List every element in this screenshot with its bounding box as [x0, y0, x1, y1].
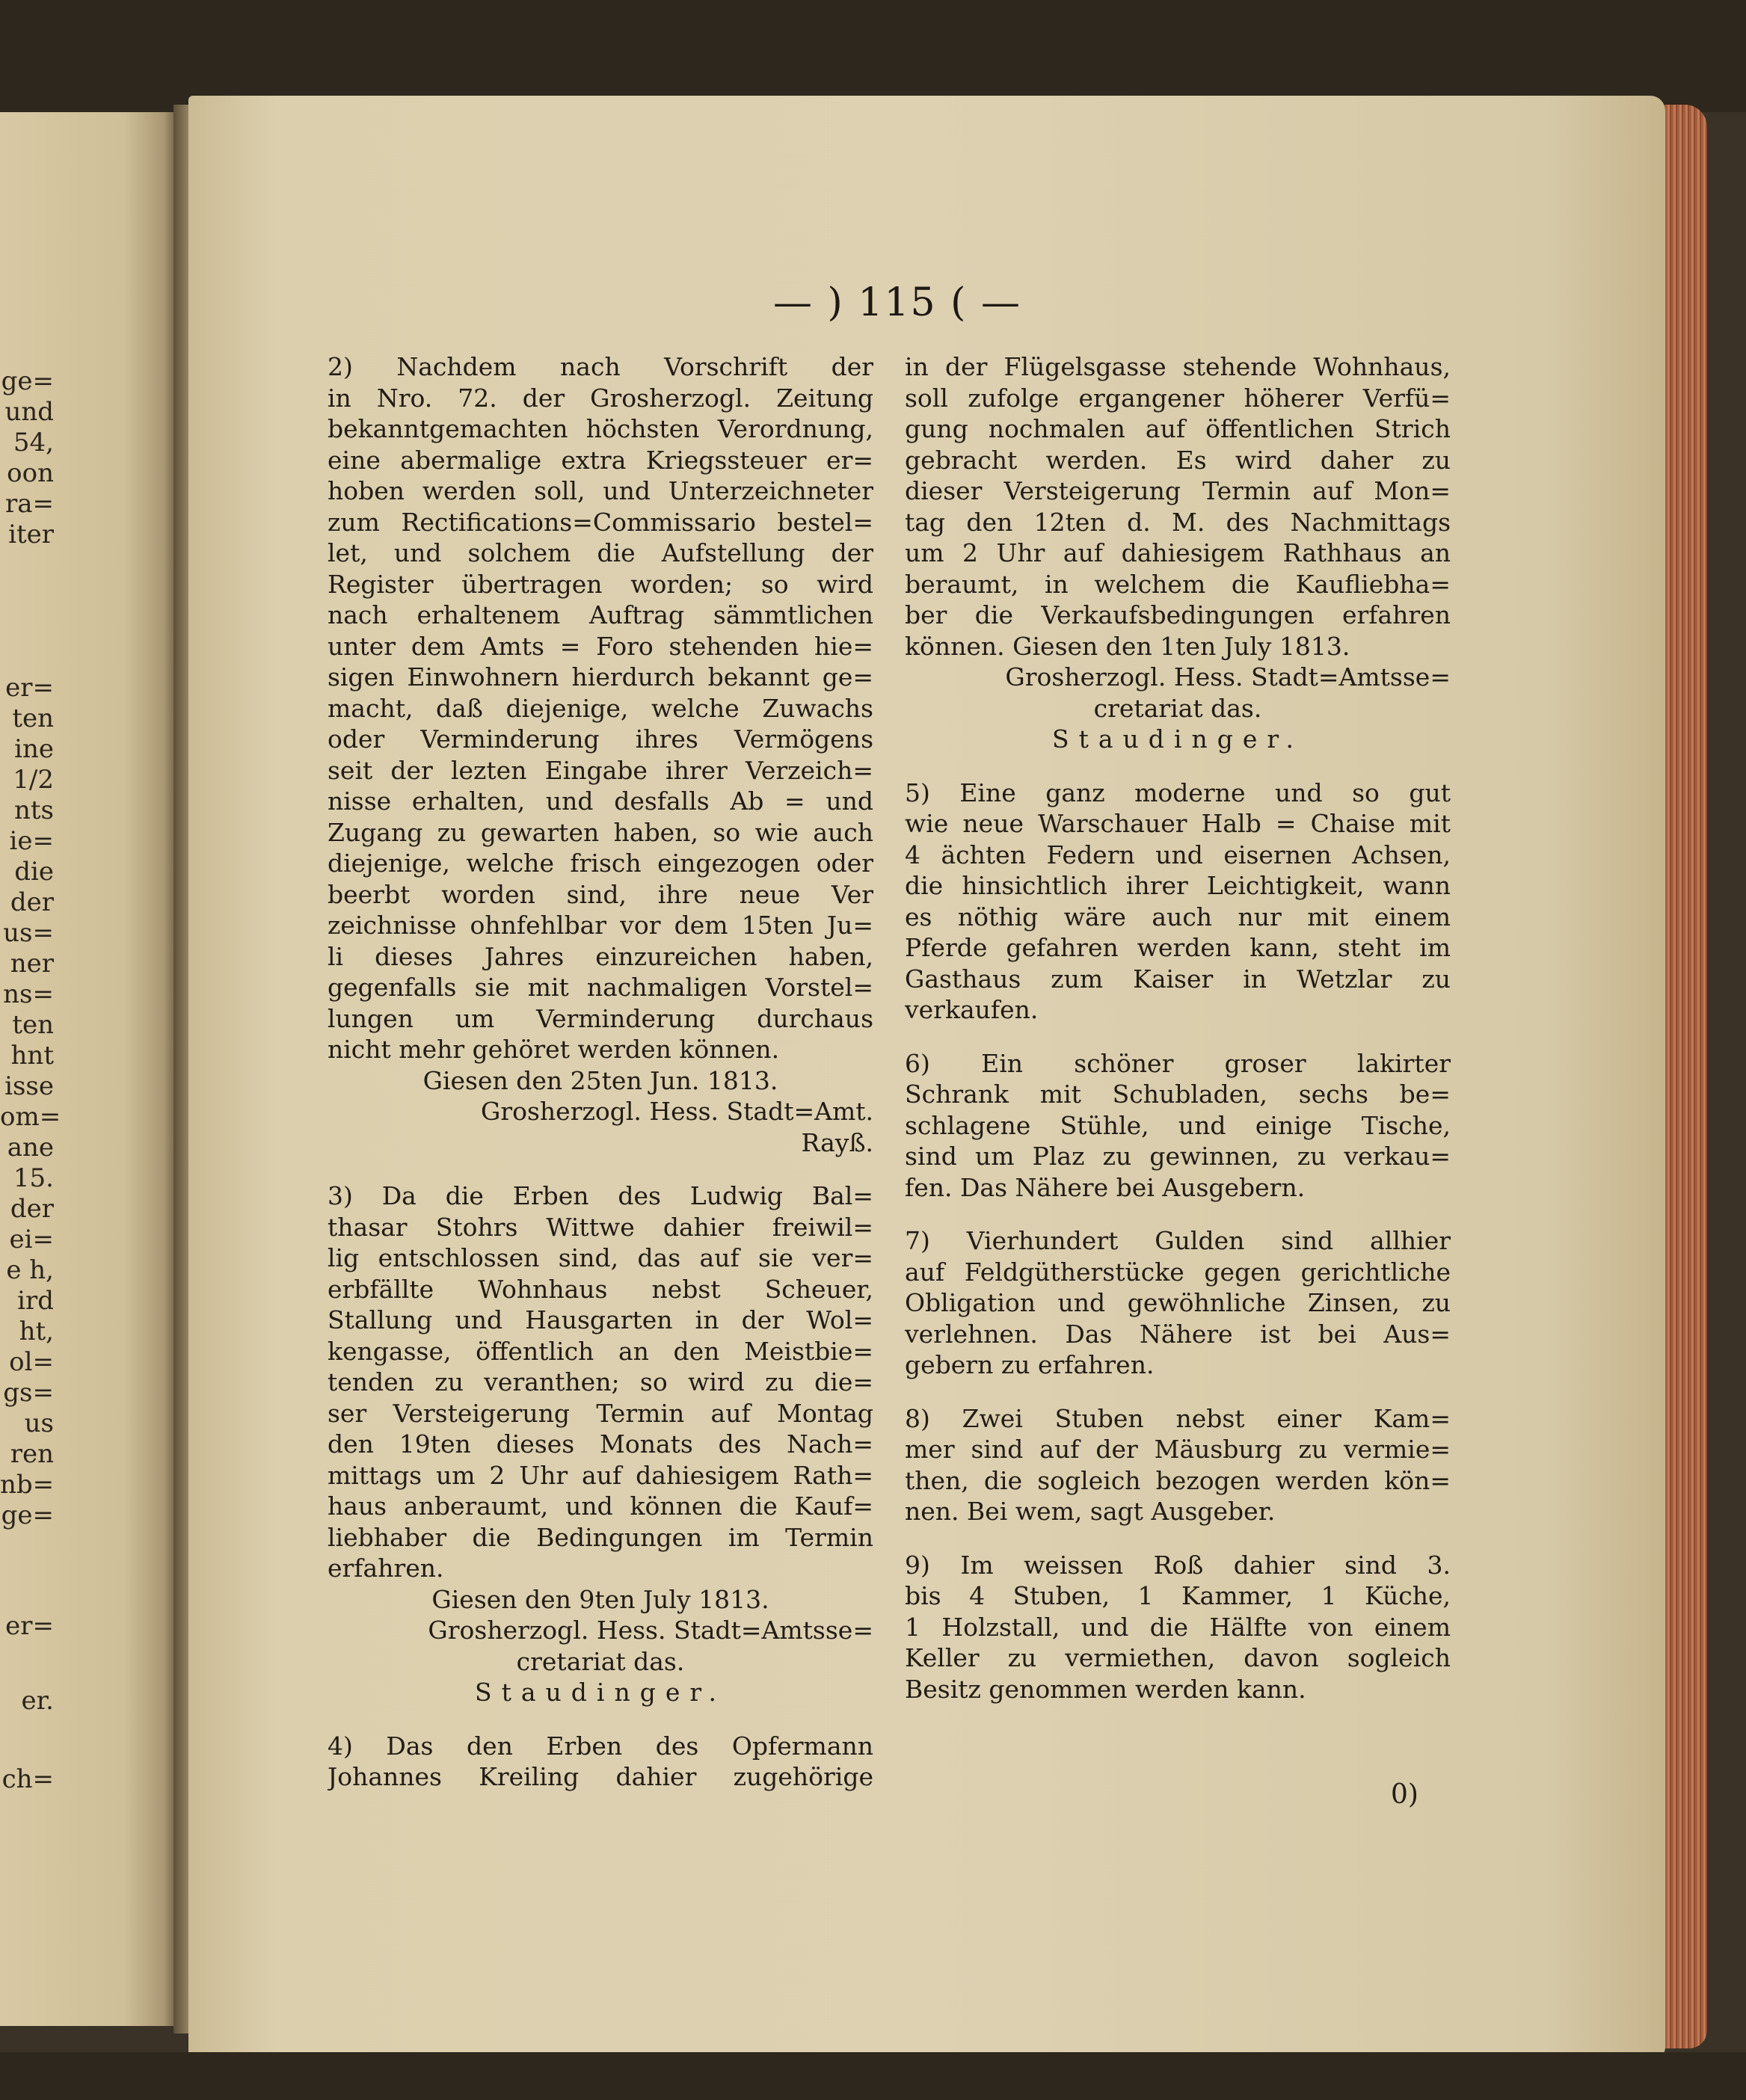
text-line: Zugang zu gewarten haben, so wie auch	[328, 817, 873, 847]
text-line: Johannes Kreiling dahier zugehörige	[328, 1762, 873, 1791]
text-line: 1 Holzstall, und die Hälfte von einem	[905, 1612, 1451, 1642]
left-page-fragment: der	[10, 887, 54, 917]
text-line: cretariat das.	[1093, 693, 1262, 723]
text-line: dieser Versteigerung Termin auf Mon=	[905, 476, 1451, 505]
paragraph-gap	[328, 1158, 873, 1180]
text-line: 9) Im weissen Roß dahier sind 3.	[905, 1550, 1451, 1580]
text-line: kengasse, öffentlich an den Meistbie=	[328, 1336, 873, 1366]
text-line: wie neue Warschauer Halb = Chaise mit	[905, 809, 1451, 838]
text-line: then, die sogleich bezogen werden kön=	[905, 1465, 1451, 1495]
left-column	[328, 351, 873, 1793]
text-line: lungen um Verminderung durchaus	[328, 1003, 873, 1033]
text-line: Giesen den 9ten July 1813.	[431, 1584, 769, 1614]
left-page-fragment: isse	[4, 1071, 54, 1101]
text-line: Rayß.	[801, 1127, 873, 1157]
page-number: — ) 115 ( —	[773, 280, 1021, 325]
text-line: Staudinger.	[474, 1678, 727, 1707]
text-line: um 2 Uhr auf dahiesigem Rathhaus an	[905, 538, 1451, 567]
left-page-fragment: ane	[7, 1133, 54, 1163]
left-page-fragment: ird	[17, 1286, 54, 1316]
background-bottom	[0, 2052, 1746, 2100]
left-page-fragment: iter	[8, 520, 54, 549]
text-line: erbfällte Wohnhaus nebst Scheuer,	[328, 1274, 873, 1304]
text-line: erfahren.	[328, 1554, 444, 1583]
paragraph-gap	[905, 755, 1451, 778]
left-page-fragment: ch=	[1, 1764, 54, 1794]
text-line: 5) Eine ganz moderne und so gut	[905, 778, 1451, 807]
text-line: die hinsichtlich ihrer Leichtigkeit, wann	[905, 871, 1451, 900]
text-line: Staudinger.	[1051, 724, 1304, 754]
text-line: in Nro. 72. der Grosherzogl. Zeitung	[328, 383, 873, 413]
catchword: 0)	[1391, 1779, 1418, 1810]
text-line: ser Versteigerung Termin auf Montag	[328, 1398, 873, 1428]
left-page-fragment: 15.	[13, 1163, 54, 1193]
text-line: 4) Das den Erben des Opfermann	[328, 1731, 873, 1761]
text-line: hoben werden soll, und Unterzeichneter	[328, 476, 873, 505]
text-line: diejenige, welche frisch eingezogen oder	[328, 849, 873, 878]
text-line: unter dem Amts = Foro stehenden hie=	[328, 631, 873, 661]
left-page-fragment: ns=	[3, 979, 54, 1009]
left-page-fragment: ol=	[9, 1347, 54, 1377]
left-page-fragment: ge=	[1, 366, 54, 396]
paragraph-gap	[328, 1708, 873, 1731]
text-line: thasar Stohrs Wittwe dahier freiwil=	[328, 1212, 873, 1242]
left-page-fragment: ten	[12, 1010, 54, 1040]
text-line: seit der lezten Eingabe ihrer Verzeich=	[328, 755, 873, 785]
text-line: verkaufen.	[905, 995, 1039, 1024]
text-line: verlehnen. Das Nähere ist bei Aus=	[905, 1319, 1451, 1349]
left-page-fragment: 1/2	[13, 765, 54, 795]
text-line: lig entschlossen sind, das auf sie ver=	[328, 1243, 873, 1272]
left-page-fragment: ner	[10, 949, 54, 979]
text-line: beerbt worden sind, ihre neue Ver	[328, 879, 873, 909]
text-line: sigen Einwohnern hierdurch bekannt ge=	[328, 662, 873, 692]
text-line: Gasthaus zum Kaiser in Wetzlar zu	[905, 964, 1451, 994]
text-line: Grosherzogl. Hess. Stadt=Amtsse=	[428, 1616, 873, 1645]
text-line: mittags um 2 Uhr auf dahiesigem Rath=	[328, 1460, 873, 1490]
text-line: liebhaber die Bedingungen im Termin	[328, 1522, 873, 1552]
text-line: Grosherzogl. Hess. Stadt=Amt.	[480, 1097, 873, 1126]
text-line: macht, daß diejenige, welche Zuwachs	[328, 693, 873, 723]
paragraph-gap	[905, 1026, 1451, 1048]
text-line: gung nochmalen auf öffentlichen Strich	[905, 414, 1451, 443]
left-page-fragment: die	[14, 857, 54, 887]
text-line: Stallung und Hausgarten in der Wol=	[328, 1305, 873, 1334]
right-column	[905, 351, 1451, 1705]
text-line: 6) Ein schöner groser lakirter	[905, 1048, 1451, 1078]
text-line: es nöthig wäre auch nur mit einem	[905, 902, 1451, 932]
text-line: tag den 12ten d. M. des Nachmittags	[905, 507, 1451, 537]
left-page-fragment: ge=	[1, 1500, 54, 1530]
text-line: nach erhaltenem Auftrag sämmtlichen	[328, 600, 873, 629]
left-page-fragment: 54,	[13, 428, 54, 458]
paragraph-gap	[905, 1203, 1451, 1225]
text-line: tenden zu veranthen; so wird zu die=	[328, 1367, 873, 1397]
text-line: bekanntgemachten höchsten Verordnung,	[328, 414, 873, 443]
text-line: 7) Vierhundert Gulden sind allhier	[905, 1226, 1451, 1255]
text-line: den 19ten dieses Monats des Nach=	[328, 1429, 873, 1459]
left-page-fragment: ren	[10, 1439, 54, 1469]
text-line: cretariat das.	[516, 1646, 685, 1676]
left-page-fragment: hnt	[10, 1041, 54, 1071]
text-line: oder Verminderung ihres Vermögens	[328, 724, 873, 754]
left-page-fragment: er=	[5, 673, 54, 703]
text-line: auf Feldgütherstücke gegen gerichtliche	[905, 1257, 1451, 1287]
text-line: mer sind auf der Mäusburg zu vermie=	[905, 1435, 1451, 1464]
text-line: soll zufolge ergangener höherer Verfü=	[905, 383, 1451, 413]
left-page-fragment: er.	[21, 1686, 54, 1716]
left-page-fragment: us	[24, 1408, 54, 1438]
text-line: 4 ächten Federn und eisernen Achsen,	[905, 840, 1451, 869]
text-line: nicht mehr gehöret werden können.	[328, 1035, 780, 1064]
left-page-fragment: und	[4, 397, 54, 427]
text-line: gebracht werden. Es wird daher zu	[905, 445, 1451, 475]
text-line: Keller zu vermiethen, davon sogleich	[905, 1643, 1451, 1672]
text-line: let, und solchem die Aufstellung der	[328, 538, 873, 567]
text-line: Obligation und gewöhnliche Zinsen, zu	[905, 1288, 1451, 1317]
text-line: sind um Plaz zu gewinnen, zu verkau=	[905, 1142, 1451, 1171]
left-page-fragment: gs=	[3, 1378, 54, 1408]
text-line: gebern zu erfahren.	[905, 1350, 1155, 1379]
left-page-fragment: e h,	[6, 1255, 54, 1285]
paragraph-gap	[905, 1381, 1451, 1403]
left-page-fragment: ei=	[9, 1225, 54, 1254]
left-page-fragment: us=	[3, 918, 54, 948]
left-page-fragment: om=	[0, 1102, 61, 1132]
text-line: Grosherzogl. Hess. Stadt=Amtsse=	[1005, 662, 1451, 692]
text-line: Schrank mit Schubladen, sechs be=	[905, 1080, 1451, 1109]
text-line: 2) Nachdem nach Vorschrift der	[328, 352, 873, 381]
text-line: Giesen den 25ten Jun. 1813.	[422, 1065, 778, 1095]
text-line: Pferde gefahren werden kann, steht im	[905, 933, 1451, 962]
text-line: 8) Zwei Stuben nebst einer Kam=	[905, 1403, 1451, 1433]
text-line: fen. Das Nähere bei Ausgebern.	[905, 1172, 1306, 1202]
text-line: haus anberaumt, und können die Kauf=	[328, 1491, 873, 1521]
text-line: Register übertragen worden; so wird	[328, 569, 873, 599]
paragraph-gap	[905, 1527, 1451, 1550]
text-line: Besitz genommen werden kann.	[905, 1674, 1306, 1704]
left-page-fragment: nb=	[0, 1470, 55, 1500]
left-page-fragment: ra=	[4, 489, 54, 519]
text-line: können. Giesen den 1ten July 1813.	[905, 631, 1350, 661]
left-page-fragment: ie=	[9, 826, 54, 856]
text-line: bis 4 Stuben, 1 Kammer, 1 Küche,	[905, 1581, 1451, 1610]
text-line: in der Flügelsgasse stehende Wohnhaus,	[905, 352, 1451, 381]
left-page-fragment: nts	[13, 795, 54, 825]
text-line: 3) Da die Erben des Ludwig Bal=	[328, 1181, 873, 1210]
text-line: zeichnisse ohnfehlbar vor dem 15ten Ju=	[328, 911, 873, 940]
text-line: eine abermalige extra Kriegssteuer er=	[328, 445, 873, 475]
text-line: beraumt, in welchem die Kaufliebha=	[905, 569, 1451, 599]
text-line: zum Rectifications=Commissario bestel=	[328, 507, 873, 537]
text-line: nisse erhalten, und desfalls Ab = und	[328, 786, 873, 816]
text-line: schlagene Stühle, und einige Tische,	[905, 1110, 1451, 1140]
left-page-fragment: ht,	[19, 1317, 54, 1346]
left-page-fragment: er=	[5, 1611, 54, 1641]
text-line: ber die Verkaufsbedingungen erfahren	[905, 600, 1451, 629]
text-line: gegenfalls sie mit nachmaligen Vorstel=	[328, 973, 873, 1002]
left-page-fragment: oon	[7, 458, 54, 488]
text-line: nen. Bei wem, sagt Ausgeber.	[905, 1497, 1276, 1526]
left-page-fragment: ten	[12, 703, 54, 733]
left-page-fragment: ine	[14, 734, 54, 764]
left-page-fragment: der	[10, 1194, 54, 1224]
text-line: li dieses Jahres einzureichen haben,	[328, 941, 873, 971]
